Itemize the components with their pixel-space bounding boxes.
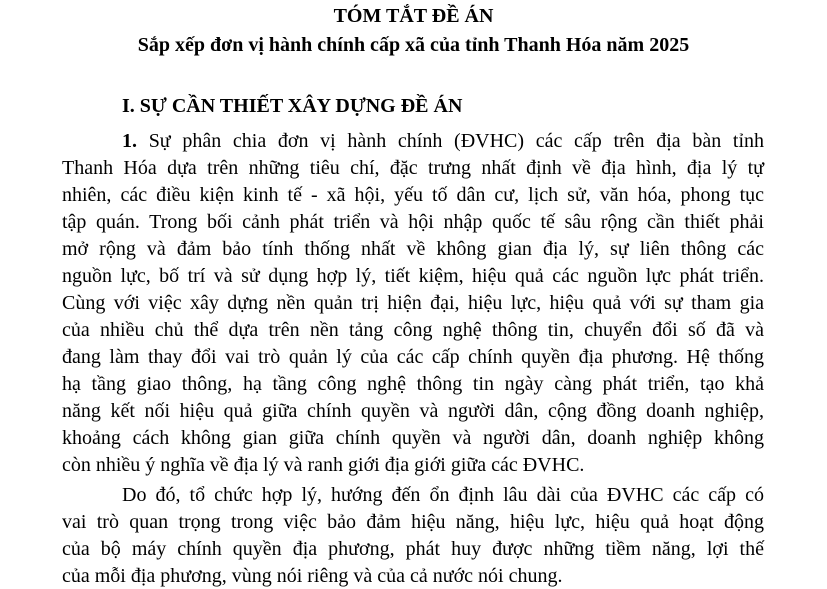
paragraph-line: tập quán. Trong bối cảnh phát triển và hội nhập quốc tế sâu rộng cần thiết phải	[62, 211, 764, 233]
paragraph-line: 1. Sự phân chia đơn vị hành chính (ĐVHC) các cấp trên địa bàn tỉnh	[122, 130, 764, 152]
section-heading: I. SỰ CẦN THIẾT XÂY DỰNG ĐỀ ÁN	[122, 95, 463, 117]
paragraph-line: của mỗi địa phương, vùng nói riêng và của cả nước nói chung.	[62, 565, 563, 587]
paragraph-line: của nhiều chủ thể dựa trên nền tảng công nghệ thông tin, chuyển đổi số đã và	[62, 319, 764, 341]
paragraph-line: Do đó, tổ chức hợp lý, hướng đến ổn định lâu dài của ĐVHC các cấp có	[122, 484, 764, 506]
document-title: TÓM TẮT ĐỀ ÁN	[333, 5, 494, 27]
paragraph-line: Cùng với việc xây dựng nền quản trị hiện đại, hiệu lực, hiệu quả với sự tham gia	[62, 292, 764, 314]
paragraph-line: khoảng cách không gian giữa chính quyền và người dân, doanh nghiệp không	[62, 427, 764, 449]
paragraph-line: đang làm thay đổi vai trò quản lý của các cấp chính quyền địa phương. Hệ thống	[62, 346, 764, 368]
paragraph-line: năng kết nối hiệu quả giữa chính quyền và người dân, cộng đồng doanh nghiệp,	[62, 400, 764, 422]
paragraph-line: nhiên, các điều kiện kinh tế - xã hội, yếu tố dân cư, lịch sử, văn hóa, phong tục	[62, 184, 764, 206]
paragraph-line: còn nhiều ý nghĩa về địa lý và ranh giới địa giới giữa các ĐVHC.	[62, 454, 585, 476]
paragraph-line: Thanh Hóa dựa trên những tiêu chí, đặc trưng nhất định về địa hình, địa lý tự	[62, 157, 764, 179]
document-subtitle: Sắp xếp đơn vị hành chính cấp xã của tỉnh Thanh Hóa năm 2025	[137, 34, 690, 56]
paragraph-line: vai trò quan trọng trong việc bảo đảm hiệu năng, hiệu lực, hiệu quả hoạt động	[62, 511, 764, 533]
paragraph-line: mở rộng và đảm bảo tính thống nhất về không gian địa lý, sự liên thông các	[62, 238, 764, 260]
paragraph-number: 1.	[122, 130, 137, 152]
paragraph-line: nguồn lực, bố trí và sử dụng hợp lý, tiết kiệm, hiệu quả các nguồn lực phát triển.	[62, 265, 764, 287]
paragraph-line: hạ tầng giao thông, hạ tầng công nghệ thông tin ngày càng phát triển, tạo khả	[62, 373, 764, 395]
paragraph-line: của bộ máy chính quyền địa phương, phát huy được những tiềm năng, lợi thế	[62, 538, 764, 560]
